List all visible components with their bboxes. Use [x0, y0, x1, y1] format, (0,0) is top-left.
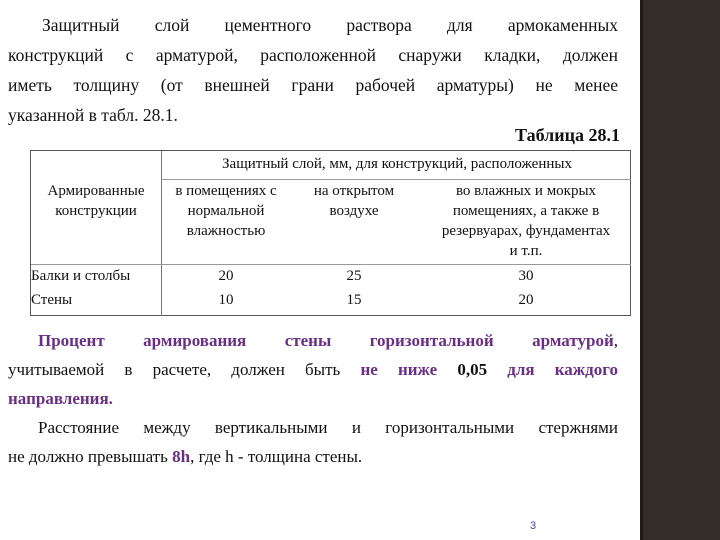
reinforcement-paragraph — [8, 326, 618, 471]
col2-header-line-1: на открытом — [313, 183, 395, 199]
intro-line-3: иметь толщину (от внешней грани рабочей арматуры) не менее — [8, 75, 618, 95]
table-caption: Таблица 28.1 — [515, 125, 620, 145]
body-divider — [31, 264, 631, 265]
row1-col1-value: 20 — [218, 268, 234, 284]
col3-header-line-2: помещениях, а также в — [452, 203, 600, 219]
para2-line-2-start: учитываемой в расчете, должен быть — [8, 360, 361, 379]
row1-col3-value: 30 — [518, 268, 534, 284]
row2-col1-value: 10 — [218, 292, 234, 308]
para2-line-2 — [8, 355, 618, 384]
para2-line-1-comma: , — [613, 331, 618, 350]
row2-label: Стены — [31, 292, 73, 308]
para2-line-5-start: не должно превышать — [8, 447, 173, 466]
row2-col3-value: 20 — [518, 292, 534, 308]
not-below-phrase: не ниже — [360, 360, 438, 379]
protective-layer-table — [30, 150, 631, 316]
col2-header-line-2: воздухе — [329, 203, 379, 219]
right-decorative-bar — [640, 0, 720, 540]
row-header-line-1: Армированные — [47, 183, 145, 199]
col1-header-line-1: в помещениях с — [175, 183, 277, 199]
col1-header-line-3: влажностью — [186, 223, 266, 239]
direction-phrase: направления. — [8, 389, 113, 408]
bar-edge — [640, 0, 643, 540]
spacing-8h: 8h — [172, 447, 191, 466]
row1-col2-value: 25 — [346, 268, 362, 284]
min-percent-value: 0,05 — [437, 360, 508, 379]
row2-col2-value: 15 — [346, 292, 362, 308]
intro-line-1: Защитный слой цементного раствора для армокаменных — [42, 15, 618, 35]
for-each-phrase: для каждого — [507, 360, 618, 379]
para2-line-3 — [8, 384, 618, 413]
intro-line-4: указанной в табл. 28.1. — [8, 105, 178, 125]
para2-line-5 — [8, 442, 618, 471]
col3-header-line-4: и т.п. — [509, 243, 543, 259]
col3-header-line-1: во влажных и мокрых — [455, 183, 597, 199]
para2-line-1 — [8, 326, 618, 355]
col1-header-line-2: нормальной — [187, 203, 265, 219]
group-header: Защитный слой, мм, для конструкций, расположенных — [222, 156, 572, 172]
para2-line-5-end: , где h - толщина стены. — [190, 447, 363, 466]
intro-line-2: конструкций с арматурой, расположенной снаружи кладки, должен — [8, 45, 618, 65]
header-divider — [161, 179, 631, 180]
para2-line-4: Расстояние между вертикальными и горизонтальными стержнями — [38, 418, 618, 437]
col3-header-line-3: резервуарах, фундаментах — [441, 223, 611, 239]
intro-paragraph — [8, 10, 618, 130]
row1-label: Балки и столбы — [31, 268, 131, 284]
page-number: 3 — [530, 520, 537, 532]
row-header-line-2: конструкции — [55, 203, 137, 219]
reinforcement-percent-phrase: Процент армирования стены горизонтальной арматурой — [38, 331, 614, 350]
